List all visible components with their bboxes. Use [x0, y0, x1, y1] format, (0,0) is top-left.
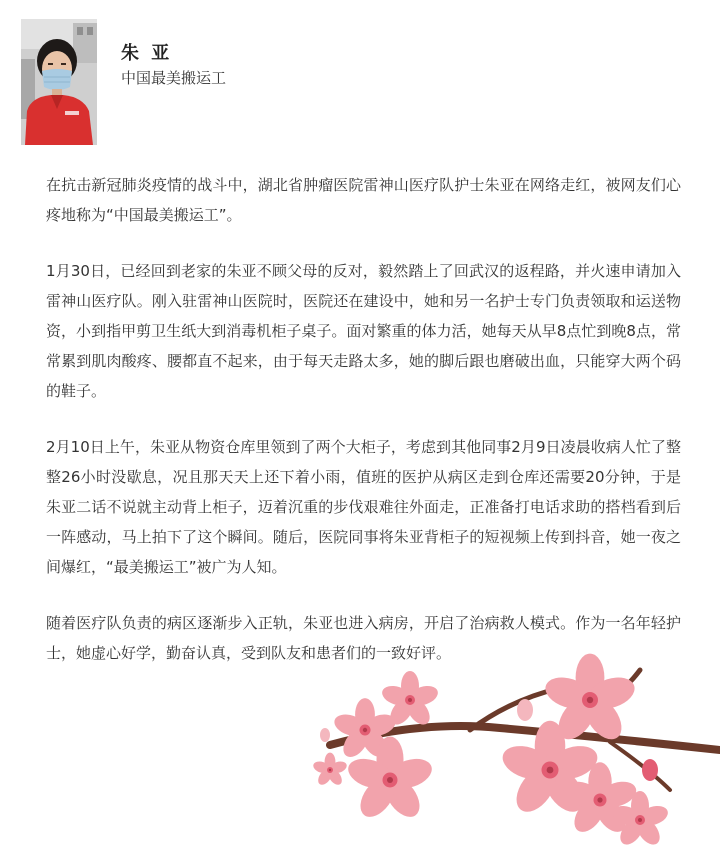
paragraph-4: 随着医疗队负责的病区逐渐步入正轨，朱亚也进入病房，开启了治病救人模式。作为一名年轻护士，她虚心好学，勤奋认真，受到队友和患者们的一致好评。	[46, 614, 681, 662]
paragraph-2: 1月30日，已经回到老家的朱亚不顾父母的反对，毅然踏上了回武汉的返程路，并火速申请加入雷神山医疗队。刚入驻雷神山医院时，医院还在建设中，她和另一名护士专门负责领取和运送物资，小到指甲剪卫生纸大到消毒机柜子桌子。面对繁重的体力活，她每天从早8点忙到晚8点，常常累到肌肉酸疼、腰都直不起来，由于每天走路太多，她的脚后跟也磨破出血，只能穿大两个码的鞋子。	[46, 262, 681, 400]
profile-header	[21, 19, 701, 145]
paragraph-3: 2月10日上午，朱亚从物资仓库里领到了两个大柜子，考虑到其他同事2月9日凌晨收病人忙了整整26小时没歇息，况且那天天上还下着小雨，值班的医护从病区走到仓库还需要20分钟，于是朱亚二话不说就主动背上柜子，迈着沉重的步伐艰难往外面走，正准备打电话求助的搭档看到后一阵感动，马上拍下了这个瞬间。随后，医院同事将朱亚背柜子的短视频上传到抖音，她一夜之间爆红，“最美搬运工”被广为人知。	[46, 438, 681, 576]
portrait-illustration	[21, 19, 97, 145]
person-title: 中国最美搬运工	[121, 69, 227, 87]
paragraph-1: 在抗击新冠肺炎疫情的战斗中，湖北省肿瘤医院雷神山医疗队护士朱亚在网络走红，被网友们心疼地称为“中国最美搬运工”。	[46, 176, 681, 224]
cherry-blossom-decoration	[310, 640, 720, 850]
article-body	[46, 170, 681, 694]
profile-photo	[21, 19, 97, 145]
cherry-blossom-icon	[310, 640, 720, 850]
person-name: 朱 亚	[121, 43, 173, 64]
